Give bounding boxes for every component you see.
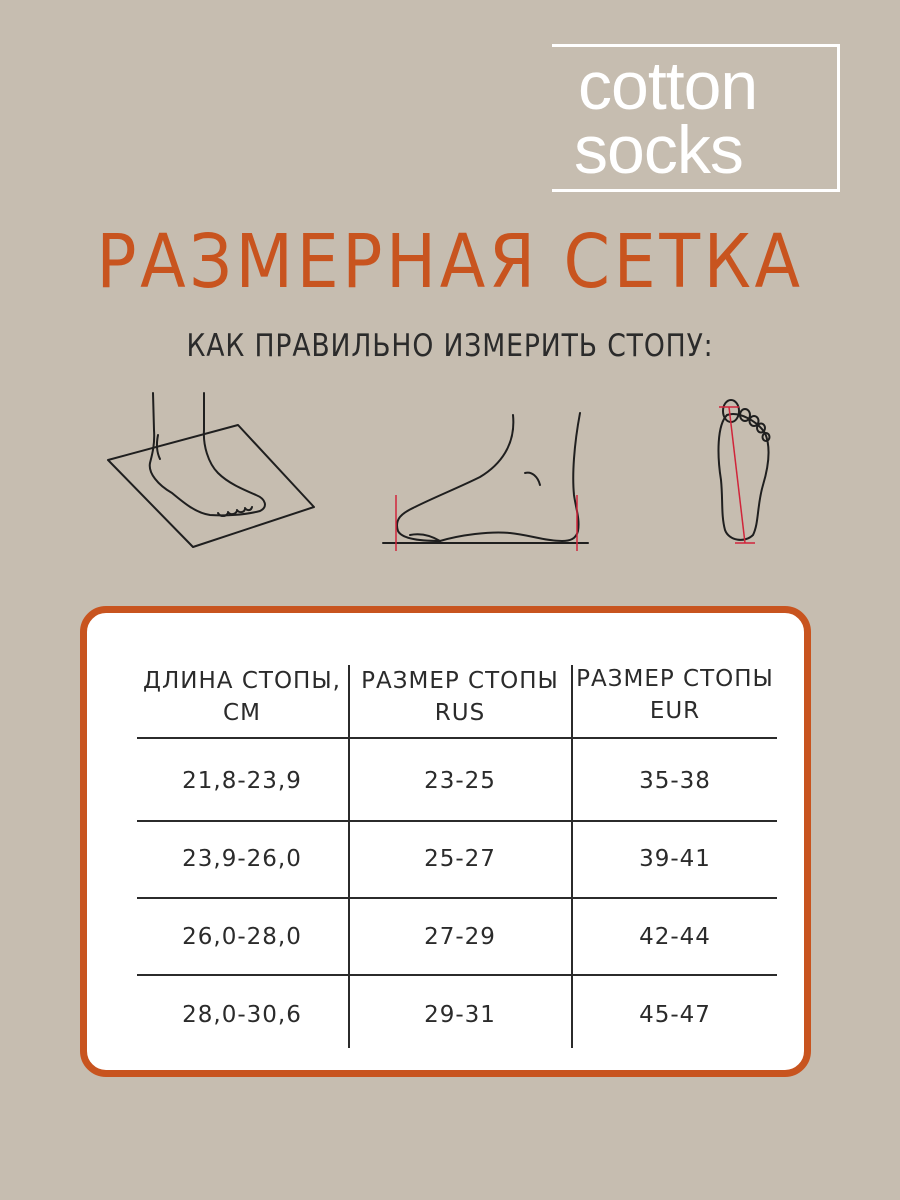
table-divider	[137, 737, 777, 739]
table-divider	[137, 897, 777, 899]
table-cell-eur: 39-41	[639, 846, 711, 872]
table-cell-rus: 23-25	[424, 768, 496, 794]
header-size-rus	[349, 665, 571, 729]
foot-sole-measure-icon	[705, 385, 785, 555]
table-cell-rus: 29-31	[424, 1002, 496, 1028]
header-line: РАЗМЕР СТОПЫ	[576, 666, 774, 692]
table-cell-eur: 35-38	[639, 768, 711, 794]
header-foot-length	[137, 665, 347, 729]
table-cell-length: 26,0-28,0	[182, 924, 302, 950]
header-line: СМ	[223, 700, 261, 726]
foot-side-measure-icon	[380, 385, 595, 555]
page-title: РАЗМЕРНАЯ СЕТКА	[96, 219, 804, 305]
header-size-eur	[573, 663, 777, 727]
size-table	[137, 613, 777, 1070]
table-divider	[137, 974, 777, 976]
header-line: РАЗМЕР СТОПЫ	[361, 668, 559, 694]
header-line: RUS	[434, 700, 486, 726]
table-cell-length: 21,8-23,9	[182, 768, 302, 794]
header-line: ДЛИНА СТОПЫ,	[143, 668, 341, 694]
header-line: EUR	[649, 698, 701, 724]
table-cell-length: 28,0-30,6	[182, 1002, 302, 1028]
table-cell-rus: 27-29	[424, 924, 496, 950]
page-subtitle: КАК ПРАВИЛЬНО ИЗМЕРИТЬ СТОПУ:	[186, 328, 714, 364]
table-cell-eur: 45-47	[639, 1002, 711, 1028]
foot-on-paper-icon	[100, 385, 330, 555]
table-divider	[137, 820, 777, 822]
logo-word-cotton: cotton	[578, 48, 758, 124]
table-cell-rus: 25-27	[424, 846, 496, 872]
brand-logo	[552, 44, 842, 194]
table-cell-length: 23,9-26,0	[182, 846, 302, 872]
size-table-card	[80, 606, 811, 1077]
logo-word-socks: socks	[574, 112, 743, 188]
table-cell-eur: 42-44	[639, 924, 711, 950]
